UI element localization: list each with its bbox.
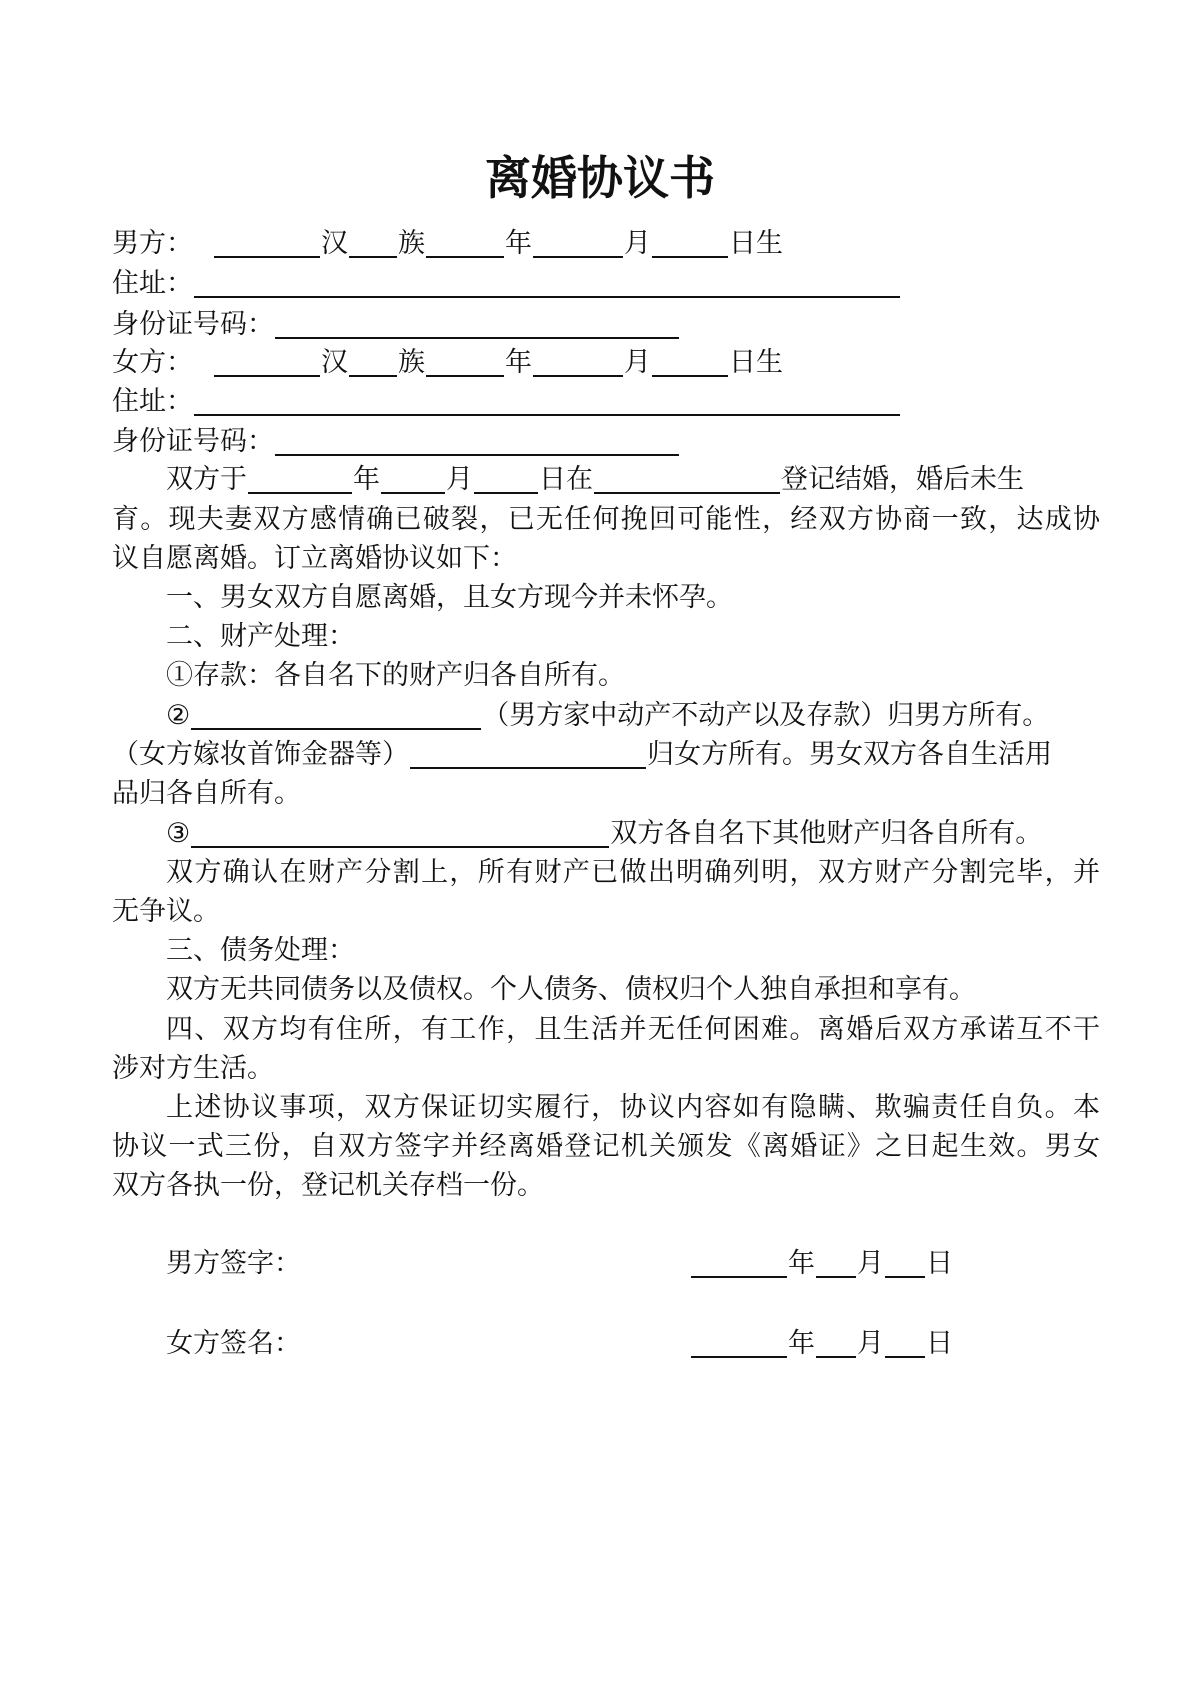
husband-birth-day-blank[interactable] [652, 226, 728, 258]
wife-birth-year-blank[interactable] [426, 345, 504, 377]
wife-name-blank[interactable] [214, 345, 320, 377]
husband-id-blank[interactable] [275, 307, 679, 339]
clause-1: 一、男女双方自愿离婚，且女方现今并未怀孕。 [166, 582, 733, 613]
husband-ethnicity-blank[interactable] [349, 226, 397, 258]
month-label: 月 [857, 1328, 884, 1359]
husband-sign-date [690, 1244, 990, 1284]
closing-line-1: 上述协议事项，双方保证切实履行，协议内容如有隐瞒、欺骗责任自负。本 [166, 1092, 1100, 1123]
year-label: 年 [788, 1328, 815, 1359]
closing-line-3: 双方各执一份，登记机关存档一份。 [112, 1170, 544, 1201]
wife-birth-day-blank[interactable] [652, 345, 728, 377]
day-label: 日 [926, 1248, 953, 1279]
clause-4-line-1: 四、双方均有住所，有工作，且生活并无任何困难。离婚后双方承诺互不干 [166, 1014, 1100, 1045]
husband-sign-day-blank[interactable] [885, 1246, 925, 1278]
clause-3-text: 双方无共同债务以及债权。个人债务、债权归个人独自承担和享有。 [166, 974, 976, 1005]
wife-address-label: 住址： [112, 386, 193, 417]
wife-address-blank[interactable] [194, 384, 900, 416]
husband-property-blank[interactable] [191, 698, 481, 730]
other-property-blank[interactable] [191, 816, 609, 848]
husband-signature-label: 男方签字： [166, 1248, 301, 1279]
ethnicity-han-label: 汉 [321, 228, 348, 259]
clause-2-item-2-line-2 [112, 735, 1100, 775]
husband-address-row [112, 264, 1100, 304]
wife-birth-month-blank[interactable] [533, 345, 623, 377]
item-marker: ③ [166, 818, 191, 849]
husband-name-blank[interactable] [214, 226, 320, 258]
wife-sign-date [690, 1324, 990, 1364]
clause-2-confirm-line-1: 双方确认在财产分割上，所有财产已做出明确列明，双方财产分割完毕，并 [166, 857, 1100, 888]
clause-2-item-2-line-3: 品归各自所有。 [112, 778, 301, 809]
marriage-year-blank[interactable] [248, 462, 352, 494]
month-label: 月 [624, 228, 651, 259]
ethnicity-label: 族 [398, 347, 425, 378]
husband-birth-month-blank[interactable] [533, 226, 623, 258]
husband-birth-row [112, 224, 1100, 264]
day-label: 日 [926, 1328, 953, 1359]
marriage-place-blank[interactable] [594, 462, 780, 494]
item-marker: ② [166, 700, 191, 731]
husband-address-blank[interactable] [194, 266, 900, 298]
closing-line-2: 协议一式三份，自双方签字并经离婚登记机关颁发《离婚证》之日起生效。男女 [112, 1131, 1100, 1162]
birthday-label: 日生 [729, 347, 783, 378]
husband-label: 男方： [112, 228, 193, 259]
husband-address-label: 住址： [112, 268, 193, 299]
wife-property-blank[interactable] [410, 737, 646, 769]
husband-sign-month-blank[interactable] [816, 1246, 856, 1278]
year-label: 年 [788, 1248, 815, 1279]
text-segment: （女方嫁妆首饰金器等） [112, 739, 409, 770]
clause-4-line-2: 涉对方生活。 [112, 1053, 274, 1084]
birthday-label: 日生 [729, 228, 783, 259]
wife-signature-label: 女方签名： [166, 1328, 301, 1359]
clause-2-item-1: ①存款：各自名下的财产归各自所有。 [166, 660, 625, 691]
wife-ethnicity-blank[interactable] [349, 345, 397, 377]
marriage-line-1 [166, 460, 1100, 500]
husband-id-label: 身份证号码： [112, 309, 274, 340]
text-segment: （男方家中动产不动产以及存款）归男方所有。 [482, 700, 1050, 731]
husband-sign-year-blank[interactable] [691, 1246, 787, 1278]
marriage-line-3: 议自愿离婚。订立离婚协议如下： [112, 543, 517, 574]
text-segment: 月 [446, 464, 473, 495]
month-label: 月 [624, 347, 651, 378]
text-segment: 登记结婚，婚后未生 [781, 464, 1024, 495]
husband-birth-year-blank[interactable] [426, 226, 504, 258]
clause-2-heading: 二、财产处理： [166, 621, 355, 652]
wife-id-label: 身份证号码： [112, 426, 274, 457]
wife-id-row [112, 422, 1100, 462]
marriage-line-2: 育。现夫妻双方感情确已破裂，已无任何挽回可能性，经双方协商一致，达成协 [112, 504, 1100, 535]
wife-id-blank[interactable] [275, 424, 679, 456]
wife-sign-month-blank[interactable] [816, 1326, 856, 1358]
ethnicity-label: 族 [398, 228, 425, 259]
text-segment: 日在 [539, 464, 593, 495]
marriage-day-blank[interactable] [474, 462, 538, 494]
clause-2-item-2 [166, 696, 1100, 736]
text-segment: 归女方所有。男女双方各自生活用 [647, 739, 1052, 770]
year-label: 年 [505, 228, 532, 259]
month-label: 月 [857, 1248, 884, 1279]
ethnicity-han-label: 汉 [321, 347, 348, 378]
wife-address-row [112, 382, 1100, 422]
clause-2-item-3 [166, 814, 1100, 854]
text-segment: 年 [353, 464, 380, 495]
wife-label: 女方： [112, 347, 193, 378]
text-segment: 双方于 [166, 464, 247, 495]
wife-sign-day-blank[interactable] [885, 1326, 925, 1358]
husband-id-row [112, 305, 1100, 345]
marriage-month-blank[interactable] [381, 462, 445, 494]
clause-3-heading: 三、债务处理： [166, 935, 355, 966]
wife-birth-row [112, 343, 1100, 383]
text-segment: 双方各自名下其他财产归各自所有。 [610, 818, 1043, 849]
year-label: 年 [505, 347, 532, 378]
wife-sign-year-blank[interactable] [691, 1326, 787, 1358]
clause-2-confirm-line-2: 无争议。 [112, 896, 220, 927]
document-title: 离婚协议书 [485, 151, 715, 205]
